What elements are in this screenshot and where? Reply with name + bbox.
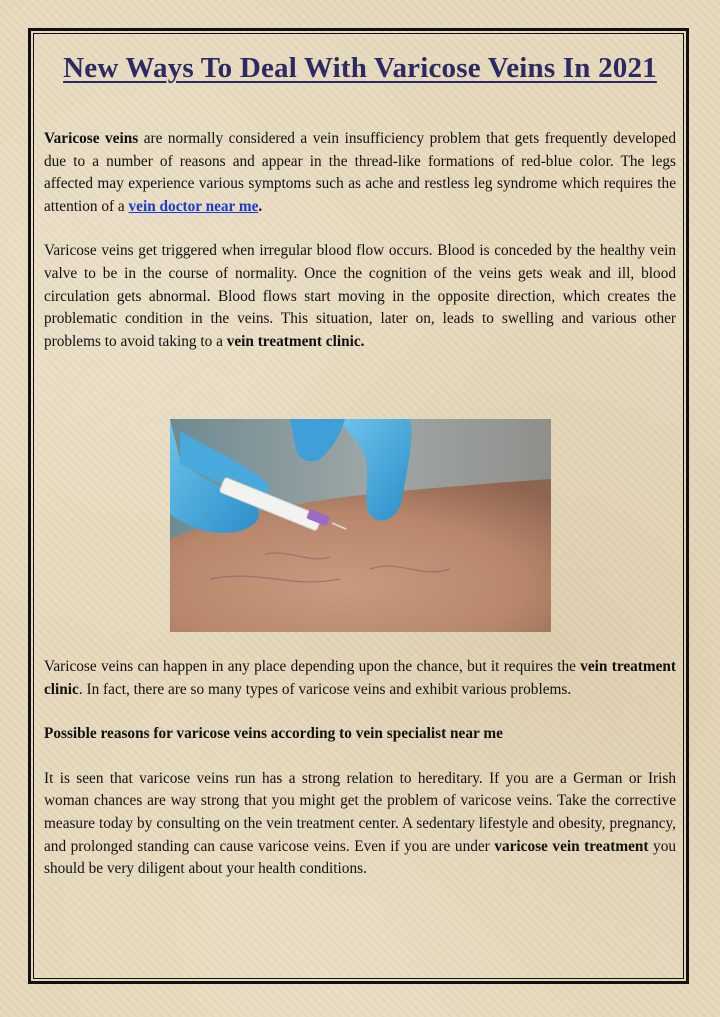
cause-text: Varicose veins get triggered when irregular blood flow occurs. Blood is conceded by the healthy vein valve to be in the course of normality. Once the cognition of the veins gets weak and ill, blood circulation gets abnormal. Blood flows start moving in the opposite direction, which creates the problematic condition in the veins. This situation, later on, leads to swelling and various other problems to avoid taking to a <box>44 242 676 350</box>
intro-lead-bold: Varicose veins <box>44 130 139 147</box>
lower-text <box>44 656 676 881</box>
cause-paragraph <box>44 240 676 353</box>
types-text-end: . In fact, there are so many types of varicose veins and exhibit various problems. <box>78 680 572 698</box>
document-body <box>44 46 676 353</box>
types-paragraph <box>44 656 676 701</box>
section-heading: Possible reasons for varicose veins according to vein specialist near me <box>44 725 503 743</box>
page-title: New Ways To Deal With Varicose Veins In 2021 <box>63 52 657 84</box>
intro-text: are normally considered a vein insufficiency problem that gets frequently developed due to a number of reasons and appear in the thread-like formations of red-blue color. The legs affected may experience various symptoms such as ache and restless leg syndrome which requires the attention of a <box>44 130 676 215</box>
intro-period: . <box>258 197 263 215</box>
injection-photo <box>170 419 551 632</box>
intro-paragraph <box>44 128 676 218</box>
injection-photo-illustration <box>170 419 551 632</box>
reasons-text: It is seen that varicose veins run has a strong relation to hereditary. If you are a German or Irish woman chances are way strong that you might get the problem of varicose veins. Take the corrective measure today by consulting on the vein treatment center. A sedentary lifestyle and obesity, pregnancy, and prolonged standing can cause varicose veins. Even if you are under <box>44 769 676 855</box>
types-text: Varicose veins can happen in any place depending upon the chance, but it requires the <box>44 658 581 675</box>
cause-bold-end: vein treatment clinic. <box>226 332 365 350</box>
types-bold: vein treatment clinic <box>44 658 676 698</box>
reasons-text-end: you should be very diligent about your health conditions. <box>44 837 676 878</box>
reasons-paragraph <box>44 768 676 881</box>
vein-doctor-link[interactable]: vein doctor near me <box>128 197 259 215</box>
reasons-bold: varicose vein treatment <box>494 837 649 855</box>
